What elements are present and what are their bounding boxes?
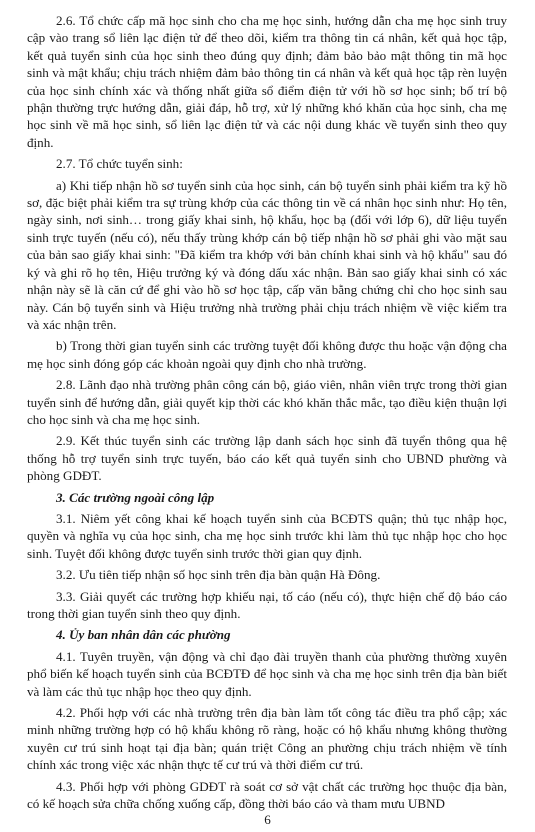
paragraph-3-1: 3.1. Niêm yết công khai kế hoạch tuyển sinh của BCĐTS quận; thủ tục nhập học, quyền và nghĩa vụ của học sinh, cha mẹ học sinh trước khi làm thủ tục nhập học cho học sinh. Tuyệt đối không được tuyển sinh trước thời gian quy định. [27, 510, 507, 561]
paragraph-2-7: 2.7. Tổ chức tuyển sinh: [56, 156, 183, 172]
section-heading-4: 4. Ủy ban nhân dân các phường [56, 627, 231, 643]
paragraph-2-7-b: b) Trong thời gian tuyển sinh các trường tuyệt đối không được thu hoặc vận động cha mẹ học sinh đóng góp các khoản ngoài quy định cho nhà trường. [27, 338, 507, 371]
paragraph-4-2: 4.2. Phối hợp với các nhà trường trên địa bàn làm tốt công tác điều tra phổ cập; xác minh những trường hợp có hộ khẩu không rõ ràng, hoặc có hộ khẩu nhưng không thường xuyên cư trú sinh hoạt tại địa bàn; quán triệt Công an phường chịu trách nhiệm về tính chính xác trong việc xác nhận thực tế cư trú và thời điểm cư trú. [27, 705, 507, 773]
section-heading-3: 3. Các trường ngoài công lập [56, 489, 215, 505]
paragraph-2-6: 2.6. Tổ chức cấp mã học sinh cho cha mẹ học sinh, hướng dẫn cha mẹ học sinh truy cập vào trang sổ liên lạc điện tử để theo dõi, kiểm tra thông tin cá nhân, kết quả học tập, kết quả tuyển sinh của học sinh theo đúng quy định; đảm bảo bảo mật thông tin mã học sinh và mật khẩu; chịu trách nhiệm đảm bảo thông tin cá nhân và kết quả học tập rèn luyện của học sinh chính xác và thống nhất giữa sổ điểm điện tử với hồ sơ học sinh; bố trí bộ phận thường trực hướng dẫn, giải đáp, hỗ trợ, xử lý những khó khăn của học sinh, cha mẹ học sinh về mã học sinh, sổ liên lạc điện tử và các nội dung khác về tuyển sinh theo quy định. [27, 13, 507, 150]
page-number: 6 [264, 811, 271, 827]
paragraph-3-2: 3.2. Ưu tiên tiếp nhận số học sinh trên địa bàn quận Hà Đông. [56, 567, 381, 583]
paragraph-3-3: 3.3. Giải quyết các trường hợp khiếu nại, tố cáo (nếu có), thực hiện chế độ báo cáo trong thời gian tuyển sinh theo quy định. [27, 588, 507, 621]
paragraph-2-7-a: a) Khi tiếp nhận hồ sơ tuyển sinh của học sinh, cán bộ tuyển sinh phải kiểm tra kỹ hồ sơ, đặc biệt phải kiểm tra sự trùng khớp của các thông tin về cá nhân học sinh như: Họ tên, ngày sinh, nơi sinh… trong giấy khai sinh, hộ khẩu, học bạ (đối với lớp 6), dữ liệu tuyển sinh trực tuyến (nếu có), nếu thấy trùng khớp cán bộ tiếp nhận hồ sơ phải ghi vào mặt sau của bản sao giấy khai sinh: "Đã kiểm tra khớp với bản chính khai sinh và hộ khẩu" sau đó ký và ghi rõ họ tên, Hiệu trưởng ký và đóng dấu xác nhận. Bản sao giấy khai sinh có xác nhận này sẽ là căn cứ để ghi vào hồ sơ học tập, cấp văn bằng chứng chỉ cho học sinh sau này. Cán bộ tuyển sinh và Hiệu trưởng nhà trường phải chịu trách nhiệm về việc kiểm tra và xác nhận trên. [27, 177, 507, 332]
paragraph-4-3: 4.3. Phối hợp với phòng GDĐT rà soát cơ sở vật chất các trường học thuộc địa bàn, có kế hoạch sửa chữa chống xuống cấp, đồng thời báo cáo và tham mưu UBND [27, 778, 507, 812]
paragraph-2-9: 2.9. Kết thúc tuyển sinh các trường lập danh sách học sinh đã tuyển thông qua hệ thống hỗ trợ tuyển sinh trực tuyến, báo cáo kết quả tuyển sinh cho UBND phường và phòng GDĐT. [27, 433, 507, 484]
paragraph-4-1: 4.1. Tuyên truyền, vận động và chỉ đạo đài truyền thanh của phường thường xuyên phổ biến kế hoạch tuyển sinh của BCĐTĐ để học sinh và cha mẹ học sinh trên địa bàn biết và làm các thủ tục nhập học theo quy định. [27, 648, 507, 699]
paragraph-2-8: 2.8. Lãnh đạo nhà trường phân công cán bộ, giáo viên, nhân viên trực trong thời gian tuyển sinh để hướng dẫn, giải quyết kịp thời các khó khăn thắc mắc, tạo điều kiện thuận lợi cho học sinh và cha mẹ học sinh. [27, 377, 507, 427]
